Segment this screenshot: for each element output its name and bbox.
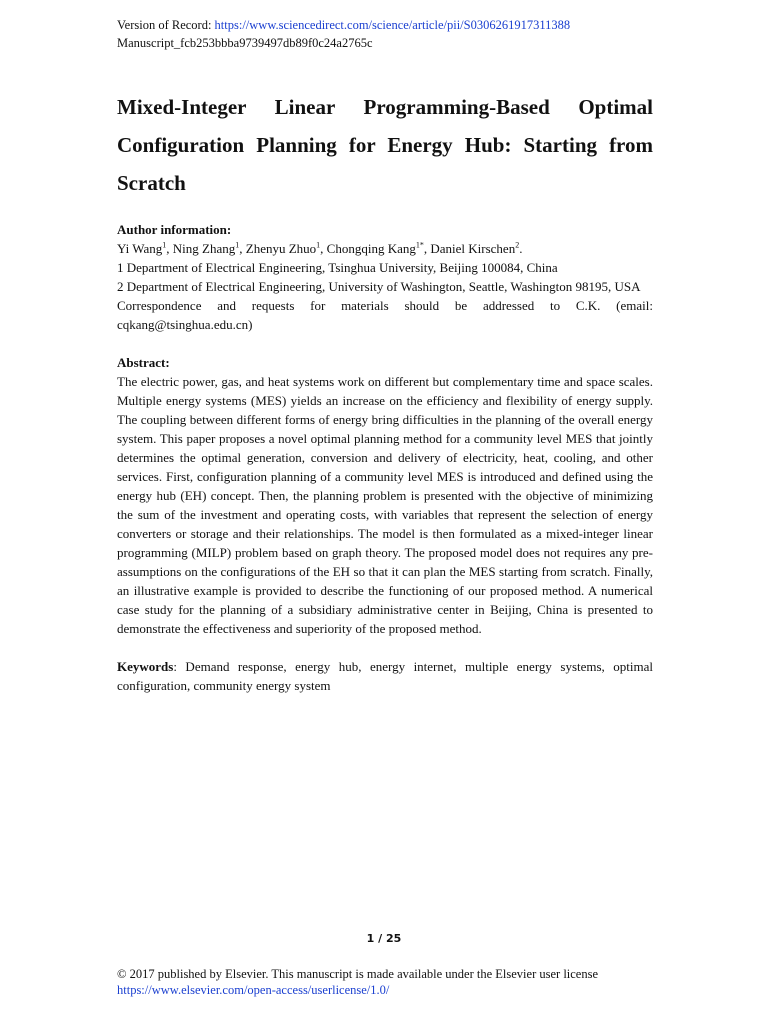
section-spacer xyxy=(117,334,653,353)
license-text: © 2017 published by Elsevier. This manuscript is made available under the Elsevier user license xyxy=(117,967,599,981)
affiliation-2: 2 Department of Electrical Engineering, University of Washington, Seattle, Washington 98195, USA xyxy=(117,279,641,294)
version-label: Version of Record: xyxy=(117,18,215,32)
keywords-text: : Demand response, energy hub, energy internet, multiple energy systems, optimal configuration, community energy system xyxy=(117,659,653,693)
paper-title: Mixed-Integer Linear Programming-Based Optimal Configuration Planning for Energy Hub: Starting from Scratch xyxy=(117,95,653,195)
author-name: Daniel Kirschen xyxy=(430,241,516,256)
author-separator: , xyxy=(239,241,246,256)
affiliation-1: 1 Department of Electrical Engineering, Tsinghua University, Beijing 100084, China xyxy=(117,260,558,275)
page-number: 1 / 25 xyxy=(366,932,402,945)
page-footer xyxy=(117,966,598,998)
author-name: Chongqing Kang xyxy=(326,241,416,256)
author-separator: , xyxy=(320,241,327,256)
version-of-record-line xyxy=(117,16,570,34)
author-affiliation-marker: 1* xyxy=(415,240,424,250)
author-name: Yi Wang xyxy=(117,241,163,256)
abstract-text: The electric power, gas, and heat systems work on different but complementary time and space scales. Multiple energy systems (MES) yields an increase on the efficiency and flexibility of energy supply. The coupling between different forms of energy bring difficulties in the planning of the overall energy system. This paper proposes a novel optimal planning method for a community level MES that jointly determines the optimal generation, conversion and delivery of electricity, heat, cooling, and other services. First, configuration planning of a community level MES is introduced and defined using the energy hub (EH) concept. Then, the planning problem is presented with the objective of minimizing the sum of the investment and operating costs, with variables that represent the selection of energy converters or storage and their relationships. The model is then formulated as a mixed-integer linear programming (MILP) problem based on graph theory. The proposed model does not requires any pre-assumptions on the configurations of the EH so that it can plan the MES starting from scratch. Finally, an illustrative example is provided to describe the functioning of our proposed method. A numerical case study for the planning of a subsidiary administrative center in Beijing, China is presented to demonstrate the effectiveness and superiority of the proposed method. xyxy=(117,374,653,636)
page-header xyxy=(117,16,570,52)
author-affiliation-marker: 2 xyxy=(515,240,520,250)
author-affiliation-marker: 1 xyxy=(162,240,167,250)
keywords-paragraph xyxy=(117,657,653,695)
correspondence-note: Correspondence and requests for materials should be addressed to C.K. (email: cqkang@tsinghua.edu.cn) xyxy=(117,298,653,332)
author-info-heading: Author information: xyxy=(117,222,232,237)
author-separator: . xyxy=(519,241,523,256)
paper-body xyxy=(117,220,653,695)
author-separator: , xyxy=(166,241,173,256)
author-list xyxy=(117,239,653,258)
abstract-heading: Abstract: xyxy=(117,355,170,370)
author-separator: , xyxy=(423,241,431,256)
license-link[interactable]: https://www.elsevier.com/open-access/userlicense/1.0/ xyxy=(117,983,390,997)
version-of-record-link[interactable]: https://www.sciencedirect.com/science/article/pii/S0306261917311388 xyxy=(214,18,571,32)
section-spacer xyxy=(117,638,653,657)
keywords-label: Keywords xyxy=(117,659,174,674)
manuscript-id: Manuscript_fcb253bbba9739497db89f0c24a2765c xyxy=(117,36,373,50)
author-affiliation-marker: 1 xyxy=(316,240,321,250)
author-name: Ning Zhang xyxy=(172,241,236,256)
author-name: Zhenyu Zhuo xyxy=(245,241,317,256)
author-affiliation-marker: 1 xyxy=(235,240,240,250)
